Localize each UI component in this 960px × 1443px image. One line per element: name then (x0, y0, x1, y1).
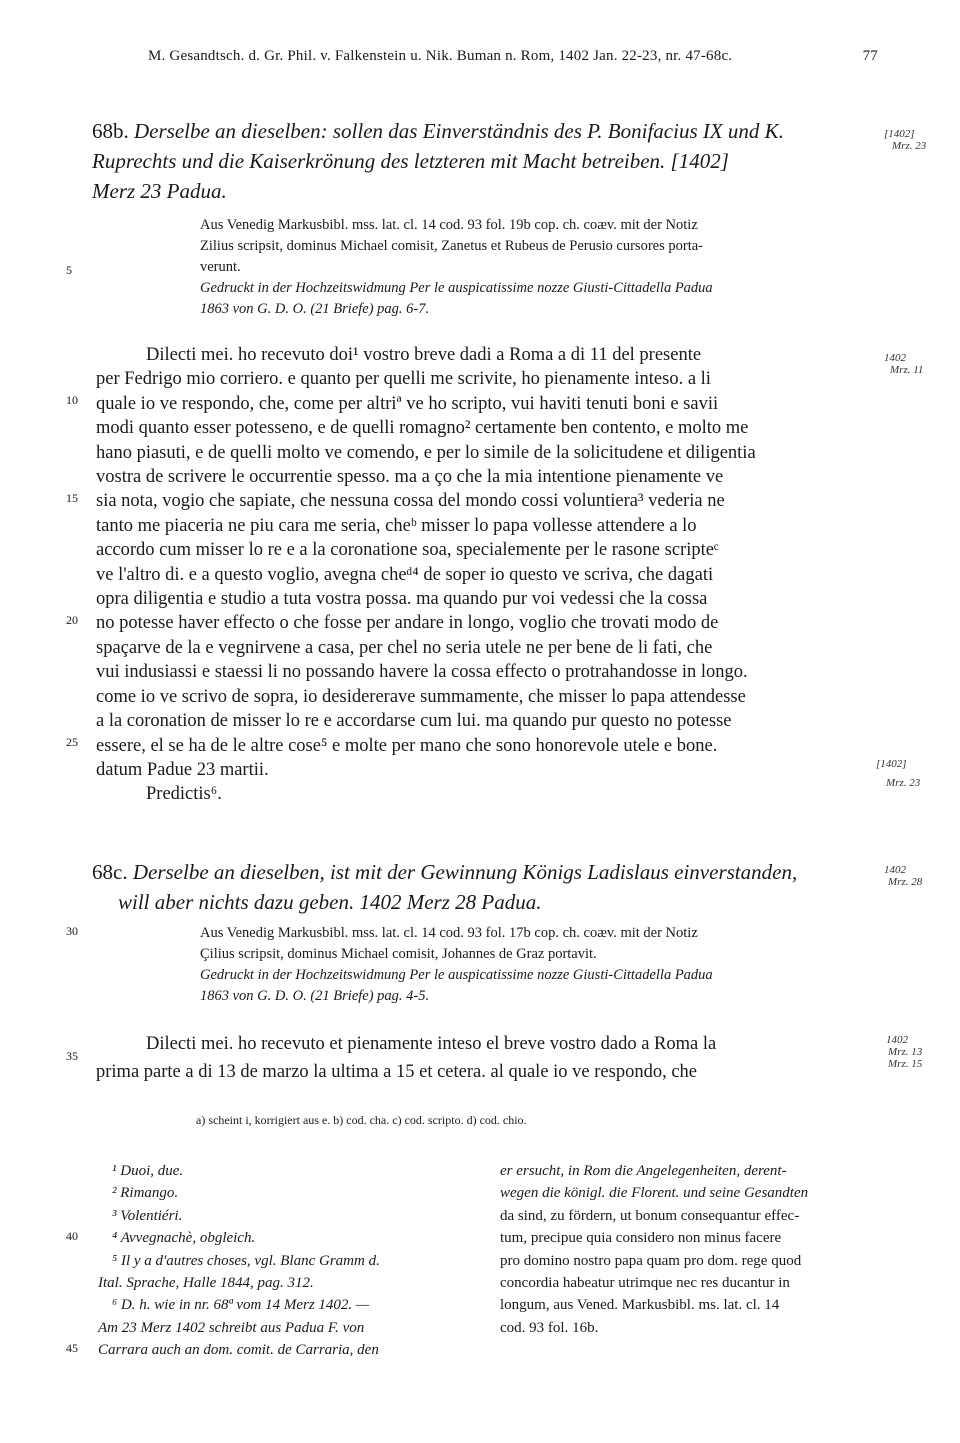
entry-68c-margin-date (884, 864, 922, 888)
source-line: verunt. (200, 259, 241, 275)
body-line: Dilecti mei. ho recevuto et pienamente inteso el breve vostro dado a Roma la (146, 1034, 717, 1054)
body-line: accordo cum misser lo re e a la coronatione soa, specialemente per le rasone scripteᶜ (96, 540, 719, 561)
body-line: datum Padue 23 martii. (96, 759, 269, 780)
body-line: hano piasuti, e de quelli molto ve comendo, e per lo simile de la solicitudene et diligentia (96, 442, 756, 463)
footnote: ⁵ Il y a d'autres choses, vgl. Blanc Gramm d. (112, 1252, 380, 1269)
entry-68c-body (96, 1030, 880, 1086)
footnote: tum, precipue quia considero non minus facere (500, 1230, 782, 1247)
body-line: tanto me piaceria ne piu cara me seria, cheᵇ misser lo papa vollesse attendere a lo (96, 515, 697, 536)
body-line: a la coronation de misser lo re e accordarse cum lui. ma quando pur questo no potesse (96, 711, 732, 732)
source-line: Gedruckt in der Hochzeitswidmung Per le auspicatissime nozze Giusti-Cittadella Padua (200, 967, 713, 983)
margin-year: [1402] (884, 128, 915, 140)
margin-note (886, 1034, 922, 1070)
line-number: 45 (66, 1341, 78, 1355)
closing-line: Predictis⁶. (146, 784, 222, 805)
footnote: pro domino nostro papa quam pro dom. rege quod (500, 1252, 802, 1269)
footnotes-right-column (500, 1160, 880, 1339)
footnote: ² Rimango. (112, 1185, 179, 1202)
body-line: quale io ve respondo, che, come per altriª ve ho scripto, vui haviti tenuti boni e savii (96, 393, 719, 414)
footnote: ⁴ Avvegnachè, obgleich. (112, 1230, 256, 1247)
line-number: 15 (66, 491, 78, 505)
body-line: no potesse haver effecto o che fosse per andare in longo, voglio che trovati modo de (96, 613, 719, 634)
footnote: da sind, zu fördern, ut bonum consequantur effec- (500, 1207, 800, 1224)
source-line: Gedruckt in der Hochzeitswidmung Per le auspicatissime nozze Giusti-Cittadella Padua (200, 280, 713, 296)
entry-68b-title-line: Derselbe an dieselben: sollen das Einverständnis des P. Bonifacius IX und K. (134, 119, 784, 143)
footnote: cod. 93 fol. 16b. (500, 1319, 599, 1336)
footnote: longum, aus Vened. Markusbibl. ms. lat. cl. 14 (500, 1297, 780, 1314)
margin-month: Mrz. 23 (886, 777, 921, 789)
body-line: opra diligentia e studio a tuta vostra possa. ma quando pur voi vedessi che la cossa (96, 589, 708, 610)
body-line: spaçarve de la e vegnirvene a casa, per chel no seria utele ne per bene de li fati, che (96, 637, 713, 658)
entry-68c-title-line: will aber nichts dazu geben. 1402 Merz 28 Padua. (118, 890, 542, 914)
footnote: wegen die königl. die Florent. und seine Gesandten (500, 1185, 809, 1202)
line-number: 5 (66, 263, 72, 277)
margin-year: [1402] (876, 758, 907, 770)
source-line: Zilius scripsit, dominus Michael comisit, Zanetus et Rubeus de Perusio cursores porta- (200, 238, 703, 254)
line-number: 35 (66, 1049, 78, 1063)
source-line: Aus Venedig Markusbibl. mss. lat. cl. 14 cod. 93 fol. 19b cop. ch. coæv. mit der Notiz (200, 217, 698, 233)
page-number: 77 (862, 48, 878, 64)
body-line: per Fedrigo mio corriero. e quanto per quelli me scrivite, ho pienamente inteso. a li (96, 369, 711, 390)
source-line: Aus Venedig Markusbibl. mss. lat. cl. 14 cod. 93 fol. 17b cop. ch. coæv. mit der Notiz (200, 925, 698, 941)
body-line: sia nota, vogio che sapiate, che nessuna cossa del mondo cossi voluntiera³ vederia ne (96, 491, 725, 512)
body-line: come io ve scrivo de sopra, io desidererave summamente, che misser lo papa attendesse (96, 686, 746, 707)
body-line: prima parte a di 13 de marzo la ultima a 15 et cetera. al quale io ve respondo, che (96, 1062, 697, 1082)
entry-68b-margin-date (884, 128, 926, 152)
entry-68c-title-line: Derselbe an dieselben, ist mit der Gewinnung Königs Ladislaus einverstanden, (132, 860, 798, 884)
entry-68b-body (96, 343, 880, 807)
entry-68b-title-line: Merz 23 Padua. (92, 179, 227, 203)
line-number: 40 (66, 1229, 78, 1243)
footnote: Carrara auch an dom. comit. de Carraria, den (98, 1342, 379, 1359)
margin-year: 1402 (884, 864, 906, 876)
source-line: 1863 von G. D. O. (21 Briefe) pag. 6-7. (200, 301, 430, 317)
body-line: vostra de scrivere le occurrentie spesso. ma a ço che la mia intentione pienamente ve (96, 467, 724, 488)
margin-month: Mrz. 11 (890, 364, 924, 376)
footnote: Am 23 Merz 1402 schreibt aus Padua F. von (98, 1319, 365, 1336)
body-line: vui indusiassi e staessi li no possando havere la cossa effecto o protrahandosse in longo. (96, 662, 748, 683)
line-number: 20 (66, 613, 78, 627)
line-number: 30 (66, 924, 78, 938)
critical-apparatus: a) scheint i, korrigiert aus e. b) cod. cha. c) cod. scripto. d) cod. chio. (196, 1113, 527, 1127)
margin-note (876, 758, 920, 789)
body-line: ve l'altro di. e a questo voglio, avegna cheᵈ⁴ de soper io questo ve scriva, che dagati (96, 564, 714, 585)
source-line: 1863 von G. D. O. (21 Briefe) pag. 4-5. (200, 988, 430, 1004)
margin-year: 1402 (884, 352, 906, 364)
entry-68b-title-line: Ruprechts und die Kaiserkrönung des letzteren mit Macht betreiben. [1402] (92, 149, 729, 173)
footnotes-left-column (98, 1160, 478, 1362)
running-header (148, 48, 878, 65)
margin-year: 1402 (886, 1034, 908, 1046)
footnote: Ital. Sprache, Halle 1844, pag. 312. (98, 1275, 314, 1292)
entry-68c-number: 68c. (92, 860, 128, 884)
margin-month: Mrz. 28 (888, 876, 923, 888)
body-line: Dilecti mei. ho recevuto doi¹ vostro breve dadi a Roma a di 11 del presente (146, 345, 702, 365)
entry-68b-number: 68b. (92, 119, 129, 143)
footnote: er ersucht, in Rom die Angelegenheiten, derent- (500, 1163, 787, 1179)
margin-month: Mrz. 15 (888, 1058, 923, 1070)
footnote: ¹ Duoi, due. (112, 1163, 184, 1179)
margin-note (884, 352, 923, 376)
footnote: ⁶ D. h. wie in nr. 68ª vom 14 Merz 1402. — (112, 1297, 370, 1314)
margin-month: Mrz. 23 (892, 140, 927, 152)
footnote: concordia habeatur utrimque nec res ducantur in (500, 1275, 790, 1292)
body-line: essere, el se ha de le altre cose⁵ e molte per mano che sono honorevole utele e bone. (96, 735, 718, 756)
entry-68c-source (200, 923, 880, 1007)
entry-68b-heading (92, 116, 882, 206)
line-number: 25 (66, 735, 78, 749)
running-title: M. Gesandtsch. d. Gr. Phil. v. Falkenstein u. Nik. Buman n. Rom, 1402 Jan. 22-23, nr. 47-68c. (148, 48, 733, 64)
entry-68c-heading (92, 857, 882, 917)
margin-month: Mrz. 13 (888, 1046, 923, 1058)
entry-68b-source (200, 215, 880, 320)
body-line: modi quanto esser potesseno, e de quelli romagno² certamente ben contento, e molto me (96, 418, 749, 439)
source-line: Çilius scripsit, dominus Michael comisit, Johannes de Graz portavit. (200, 946, 597, 962)
footnote: ³ Volentiéri. (112, 1207, 183, 1224)
line-number: 10 (66, 393, 78, 407)
